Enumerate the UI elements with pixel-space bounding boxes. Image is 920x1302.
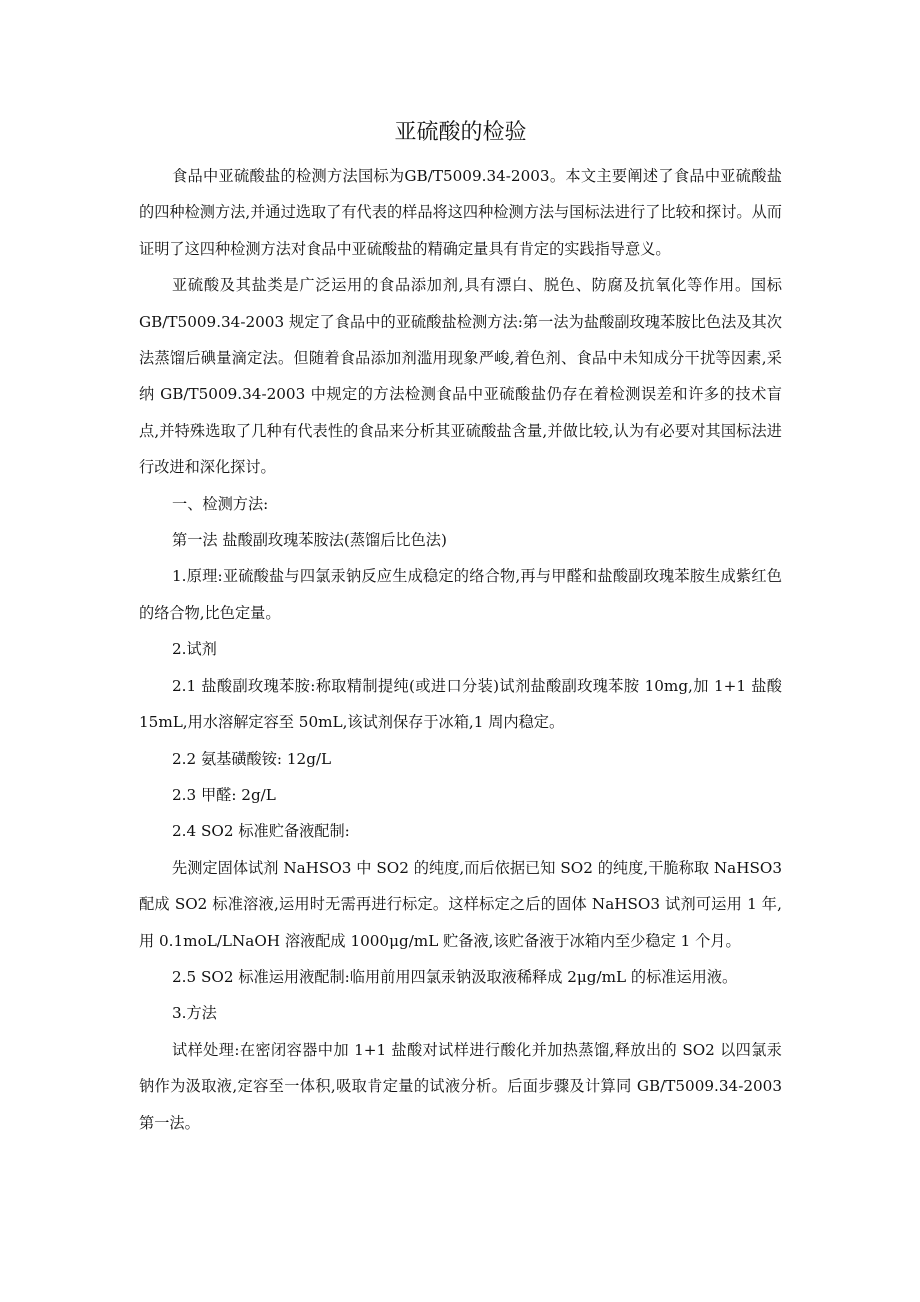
paragraph-intro: 亚硫酸及其盐类是广泛运用的食品添加剂,具有漂白、脱色、防腐及抗氧化等作用。国标 GB/T5009.34-2003 规定了食品中的亚硫酸盐检测方法:第一法为盐酸副玫瑰苯胺比色法及其次法蒸馏后碘量滴定法。但随着食品添加剂滥用现象严峻,着色剂、食品中未知成分干扰等因素,采纳 GB/T5009.34-2003 中规定的方法检测食品中亚硫酸盐仍存在着检测误差和许多的技术盲点,并特殊选取了几种有代表性的食品来分析其亚硫酸盐含量,并做比较,认为有必要对其国标法进行改进和深化探讨。 [139, 276, 782, 477]
paragraph-working-solution: 2.5 SO2 标准运用液配制:临用前用四氯汞钠汲取液稀释成 2μg/mL 的标准运用液。 [172, 967, 738, 986]
paragraph-stock-solution: 先测定固体试剂 NaHSO3 中 SO2 的纯度,而后依据已知 SO2 的纯度,干脆称取 NaHSO3 配成 SO2 标准溶液,运用时无需再进行标定。这样标定之后的固体 NaHSO3 试剂可运用 1 年,用 0.1moL/LNaOH 溶液配成 1000μg/mL 贮备液,该贮备液于冰箱内至少稳定 1 个月。 [139, 858, 782, 950]
reagent-2-3: 2.3 甲醛: 2g/L [172, 785, 276, 804]
method-one-heading: 第一法 盐酸副玫瑰苯胺法(蒸馏后比色法) [172, 531, 447, 550]
document-title: 亚硫酸的检验 [394, 120, 527, 145]
paragraph-sample-treatment: 试样处理:在密闭容器中加 1+1 盐酸对试样进行酸化并加热蒸馏,释放出的 SO2 以四氯汞钠作为汲取液,定容至一体积,吸取肯定量的试液分析。后面步骤及计算同 GB/T5009.34-2003 第一法。 [139, 1040, 782, 1132]
method-heading: 3.方法 [172, 1004, 217, 1023]
reagent-2-2: 2.2 氨基磺酸铵: 12g/L [172, 749, 332, 768]
paragraph-principle: 1.原理:亚硫酸盐与四氯汞钠反应生成稳定的络合物,再与甲醛和盐酸副玫瑰苯胺生成紫红色的络合物,比色定量。 [139, 567, 782, 622]
document-page [139, 116, 782, 1141]
paragraph-reagent-2-1: 2.1 盐酸副玫瑰苯胺:称取精制提纯(或进口分装)试剂盐酸副玫瑰苯胺 10mg,加 1+1 盐酸 15mL,用水溶解定容至 50mL,该试剂保存于冰箱,1 周内稳定。 [139, 676, 782, 732]
paragraph-abstract: 食品中亚硫酸盐的检测方法国标为GB/T5009.34-2003。本文主要阐述了食品中亚硫酸盐的四种检测方法,并通过选取了有代表的样品将这四种检测方法与国标法进行了比较和探讨。从而证明了这四种检测方法对食品中亚硫酸盐的精确定量具有肯定的实践指导意义。 [139, 167, 782, 258]
reagent-2-4-heading: 2.4 SO2 标准贮备液配制: [172, 822, 350, 841]
reagents-heading: 2.试剂 [172, 640, 217, 659]
section-heading-methods: 一、检测方法: [172, 494, 269, 513]
